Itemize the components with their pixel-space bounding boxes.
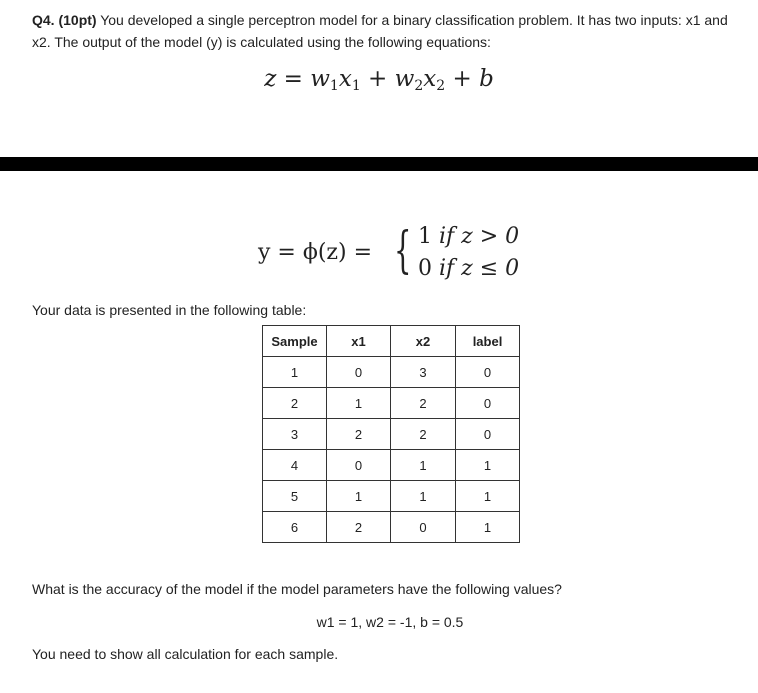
data-table bbox=[262, 325, 520, 543]
table-row bbox=[263, 481, 520, 512]
cell-x2: 0 bbox=[391, 512, 456, 543]
cell-x1: 0 bbox=[327, 450, 391, 481]
eq-x2: x bbox=[423, 66, 437, 92]
cell-x1: 2 bbox=[327, 419, 391, 450]
table-intro: Your data is presented in the following table: bbox=[32, 302, 307, 318]
cell-label: 1 bbox=[456, 450, 520, 481]
cell-sample: 1 bbox=[263, 357, 327, 388]
cell-sample: 2 bbox=[263, 388, 327, 419]
cell-label: 0 bbox=[456, 357, 520, 388]
header-x1: x1 bbox=[327, 326, 391, 357]
table-header-row bbox=[263, 326, 520, 357]
question-label: Q4. (10pt) bbox=[32, 12, 97, 28]
cell-x1: 0 bbox=[327, 357, 391, 388]
cell-x2: 2 bbox=[391, 419, 456, 450]
table-row bbox=[263, 388, 520, 419]
cell-label: 1 bbox=[456, 512, 520, 543]
eq-x1: x bbox=[338, 66, 352, 92]
cell-sample: 4 bbox=[263, 450, 327, 481]
case2-value: 0 bbox=[418, 256, 439, 281]
eq-equals: = bbox=[276, 66, 311, 92]
linear-equation bbox=[0, 66, 758, 94]
case1-condition: if z > 0 bbox=[439, 224, 520, 249]
activation-lhs: y = ϕ(z) = bbox=[258, 240, 373, 265]
eq-plus1: + bbox=[360, 66, 395, 92]
question-paragraph bbox=[32, 9, 748, 53]
question-text: You developed a single perceptron model for a binary classification problem. It has two inputs: x1 and x2. The output of the model (y) is calculated using the following equations: bbox=[32, 12, 728, 50]
cell-sample: 3 bbox=[263, 419, 327, 450]
header-sample: Sample bbox=[263, 326, 327, 357]
table-row bbox=[263, 419, 520, 450]
instruction-text: You need to show all calculation for each sample. bbox=[32, 646, 339, 662]
header-x2: x2 bbox=[391, 326, 456, 357]
header-label: label bbox=[456, 326, 520, 357]
cell-sample: 6 bbox=[263, 512, 327, 543]
eq-w1: w bbox=[310, 66, 330, 92]
eq-w1-sub: 1 bbox=[329, 78, 339, 94]
left-brace-icon: { bbox=[394, 221, 412, 279]
cell-label: 0 bbox=[456, 419, 520, 450]
accuracy-question: What is the accuracy of the model if the model parameters have the following values? bbox=[32, 581, 562, 597]
cell-x2: 1 bbox=[391, 481, 456, 512]
case-nonpositive bbox=[418, 256, 519, 281]
cell-label: 1 bbox=[456, 481, 520, 512]
table-row bbox=[263, 512, 520, 543]
cell-x1: 2 bbox=[327, 512, 391, 543]
cell-x2: 3 bbox=[391, 357, 456, 388]
eq-b: b bbox=[479, 66, 494, 92]
cell-label: 0 bbox=[456, 388, 520, 419]
eq-w2-sub: 2 bbox=[414, 78, 424, 94]
eq-z: z bbox=[264, 66, 277, 92]
cell-x1: 1 bbox=[327, 481, 391, 512]
eq-plus2: + bbox=[445, 66, 480, 92]
eq-x2-sub: 2 bbox=[436, 78, 446, 94]
case1-value: 1 bbox=[418, 224, 439, 249]
black-divider-bar bbox=[0, 157, 758, 171]
cell-x2: 1 bbox=[391, 450, 456, 481]
table-row bbox=[263, 450, 520, 481]
eq-w2: w bbox=[394, 66, 415, 92]
table-row bbox=[263, 357, 520, 388]
case-positive bbox=[418, 224, 519, 249]
cell-x1: 1 bbox=[327, 388, 391, 419]
cell-sample: 5 bbox=[263, 481, 327, 512]
eq-x1-sub: 1 bbox=[351, 78, 361, 94]
parameter-values: w1 = 1, w2 = -1, b = 0.5 bbox=[316, 614, 464, 630]
case2-condition: if z ≤ 0 bbox=[439, 256, 520, 281]
cell-x2: 2 bbox=[391, 388, 456, 419]
